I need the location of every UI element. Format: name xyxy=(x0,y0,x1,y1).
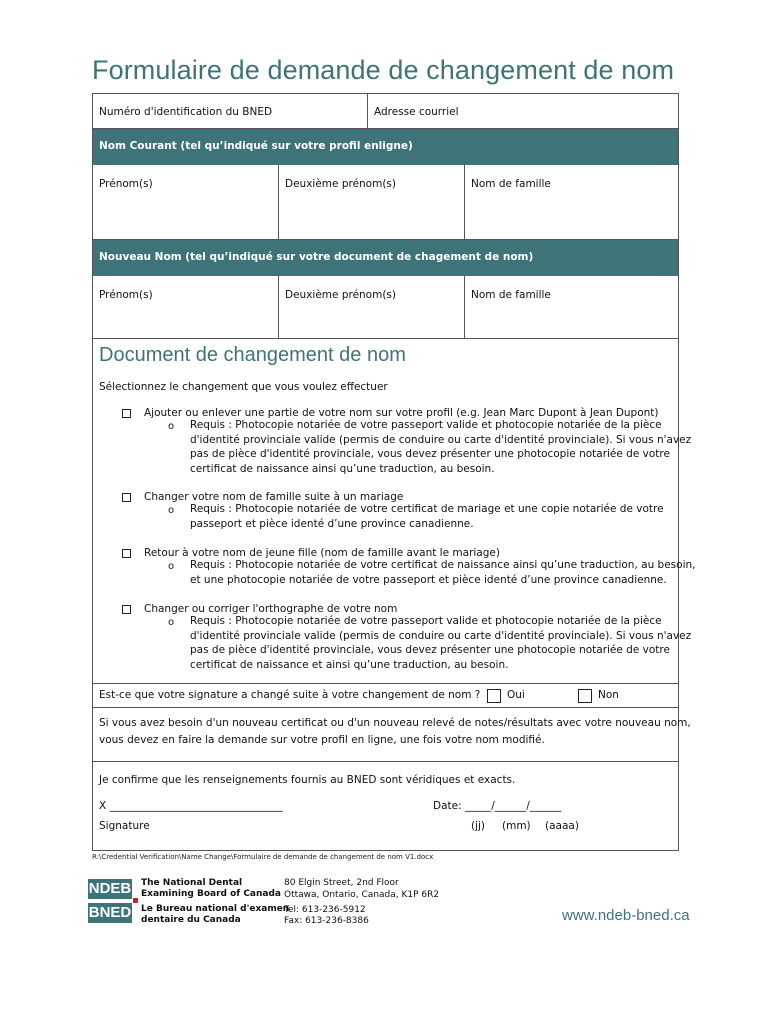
current-name-row xyxy=(93,165,678,240)
date-day-label: (jj) xyxy=(471,820,486,832)
notice-line: vous devez en faire la demande sur votre profil en ligne, une fois votre nom modifié. xyxy=(99,734,545,746)
requirement-line: pas de pièce d'identité provinciale, vous devez présenter une photocopie notariée de votre xyxy=(190,448,670,460)
option-label: Ajouter ou enlever une partie de votre nom sur votre profil (e.g. Jean Marc Dupont à Jean Dupont) xyxy=(144,407,659,419)
fax-line: Fax: 613-236-8386 xyxy=(284,916,369,926)
website-link[interactable]: www.ndeb-bned.ca xyxy=(562,907,690,924)
signature-question: Est-ce que votre signature a changé suite à votre changement de nom ? xyxy=(99,689,481,701)
org-name-en: Examining Board of Canada xyxy=(141,889,282,899)
signature-line[interactable]: X _________________________________ xyxy=(99,800,283,812)
new-name-row xyxy=(93,276,678,339)
requirement-line: pas de pièce d'identité provinciale, vous devez présenter une photocopie notariée de votre xyxy=(190,644,670,656)
current-last-name-label: Nom de famille xyxy=(471,178,551,190)
ndeb-logo: NDEB xyxy=(88,880,132,897)
id-email-row xyxy=(93,94,678,129)
current-name-header xyxy=(93,129,678,165)
org-name-fr: Le Bureau national d'examen xyxy=(141,904,290,914)
new-name-header xyxy=(93,240,678,276)
requirement-line: Requis : Photocopie notariée de votre certificat de naissance ainsi qu’une traduction, au besoin, xyxy=(190,559,696,571)
new-last-name-label: Nom de famille xyxy=(471,289,551,301)
name-change-form xyxy=(92,93,696,851)
file-path: R:\Credential Verification\Name Change\Formulaire de demande de changement de nom V1.docx xyxy=(92,853,434,861)
current-middle-name-label: Deuxième prénom(s) xyxy=(285,178,396,190)
maple-leaf-icon xyxy=(133,898,138,903)
bned-id-field[interactable] xyxy=(93,94,368,128)
option-label: Retour à votre nom de jeune fille (nom de famille avant le mariage) xyxy=(144,547,500,559)
option-checkbox[interactable] xyxy=(122,493,131,502)
requirement-line: et une photocopie notariée de votre passeport et pièce identé d’une province canadienne. xyxy=(190,573,667,586)
bned-id-label: Numéro d'identification du BNED xyxy=(99,106,273,118)
new-middle-name-label: Deuxième prénom(s) xyxy=(285,289,396,301)
option-label: Changer ou corriger l'orthographe de votre nom xyxy=(144,603,398,615)
yes-label: Oui xyxy=(507,689,525,701)
phone-line: Tel: 613-236-5912 xyxy=(284,905,366,915)
new-first-name-field[interactable] xyxy=(93,276,279,338)
current-last-name-field[interactable] xyxy=(465,165,678,239)
signature-label: Signature xyxy=(99,820,150,832)
new-name-header-text: Nouveau Nom (tel qu’indiqué sur votre document de chagement de nom) xyxy=(99,251,534,263)
new-first-name-label: Prénom(s) xyxy=(99,289,153,301)
bullet-icon: o xyxy=(168,421,175,432)
yes-checkbox[interactable] xyxy=(487,689,501,703)
email-label: Adresse courriel xyxy=(374,106,459,118)
current-first-name-label: Prénom(s) xyxy=(99,178,153,190)
org-name-en: The National Dental xyxy=(141,878,243,888)
option-checkbox[interactable] xyxy=(122,409,131,418)
requirement-line: d'identité provinciale valide (permis de conduire ou carte d'identité provinciale). Si vous n'avez xyxy=(190,433,692,446)
document-instruction: Sélectionnez le changement que vous voulez effectuer xyxy=(99,381,388,393)
date-line[interactable]: Date: _____/______/______ xyxy=(433,800,562,812)
no-checkbox[interactable] xyxy=(578,689,592,703)
document-heading: Document de changement de nom xyxy=(99,344,406,366)
document-section xyxy=(93,339,696,684)
date-year-label: (aaaa) xyxy=(545,820,579,832)
option-checkbox[interactable] xyxy=(122,605,131,614)
new-last-name-field[interactable] xyxy=(465,276,678,338)
no-label: Non xyxy=(598,689,619,701)
page-title: Formulaire de demande de changement de nom xyxy=(92,55,675,85)
bullet-icon: o xyxy=(168,617,175,628)
date-month-label: (mm) xyxy=(502,820,531,832)
signature-change-row xyxy=(93,684,678,708)
address-line: Ottawa, Ontario, Canada, K1P 6R2 xyxy=(284,890,440,900)
requirement-line: Requis : Photocopie notariée de votre passeport valide et photocopie notariée de la pièce xyxy=(190,419,662,431)
requirement-line: Requis : Photocopie notariée de votre certificat de mariage et une copie notariée de votre xyxy=(190,503,664,515)
requirement-line: d'identité provinciale valide (permis de conduire ou carte d'identité provinciale). Si vous n'avez xyxy=(190,629,692,642)
bullet-icon: o xyxy=(168,505,175,516)
bned-logo: BNED xyxy=(88,904,132,921)
bullet-icon: o xyxy=(168,561,175,572)
new-middle-name-field[interactable] xyxy=(279,276,465,338)
option-label: Changer votre nom de famille suite à un mariage xyxy=(144,491,404,503)
notice-line: Si vous avez besoin d'un nouveau certificat ou d'un nouveau relevé de notes/résultats avec votre nouveau nom, xyxy=(99,717,691,729)
confirmation-section xyxy=(93,762,678,850)
email-field[interactable] xyxy=(368,94,678,128)
confirm-statement: Je confirme que les renseignements fournis au BNED sont véridiques et exacts. xyxy=(99,774,516,786)
current-first-name-field[interactable] xyxy=(93,165,279,239)
address-line: 80 Elgin Street, 2nd Floor xyxy=(284,878,399,888)
requirement-line: Requis : Photocopie notariée de votre passeport valide et photocopie notariée de la pièce xyxy=(190,615,662,627)
notice-row xyxy=(93,708,691,762)
requirement-line: certificat de naissance et ainsi qu’une traduction, au besoin. xyxy=(190,658,509,671)
org-name-fr: dentaire du Canada xyxy=(141,915,241,925)
current-middle-name-field[interactable] xyxy=(279,165,465,239)
requirement-line: certificat de naissance ainsi qu’une traduction, au besoin. xyxy=(190,462,495,475)
option-checkbox[interactable] xyxy=(122,549,131,558)
current-name-header-text: Nom Courant (tel qu’indiqué sur votre profil enligne) xyxy=(99,140,413,152)
requirement-line: passeport et pièce identé d’une province canadienne. xyxy=(190,517,474,530)
